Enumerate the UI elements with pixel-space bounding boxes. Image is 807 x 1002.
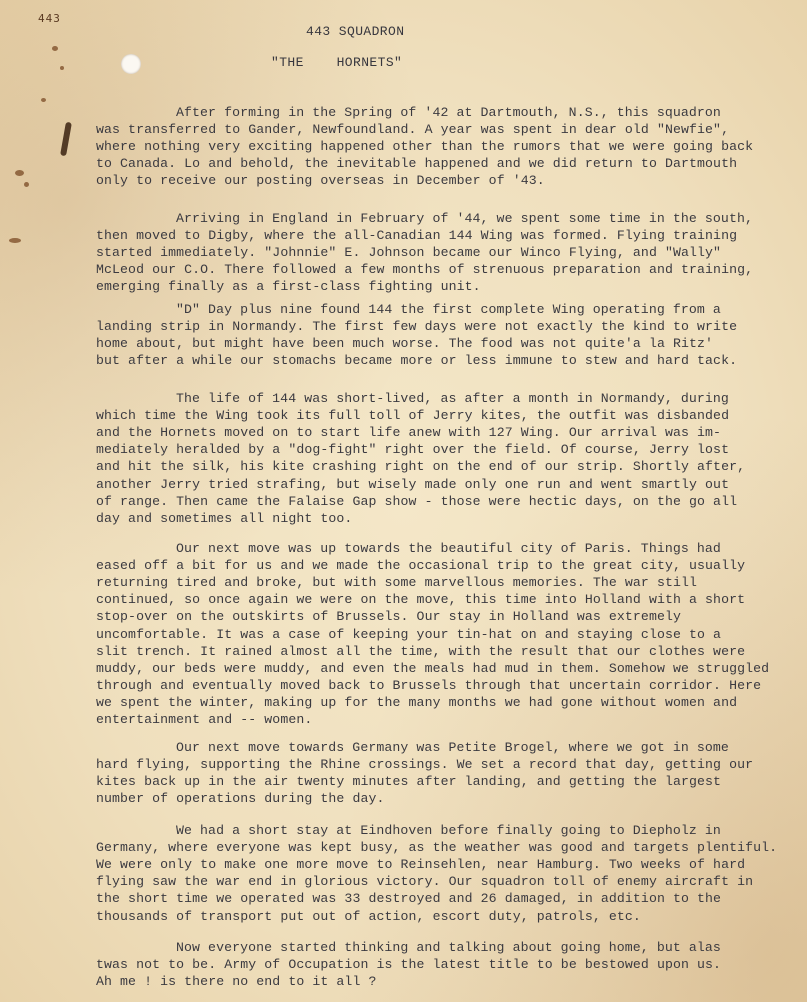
paragraph-line: through and eventually moved back to Brussels through that uncertain corridor. Here xyxy=(96,677,762,693)
paragraph-line: emerging finally as a first-class fighting unit. xyxy=(96,279,481,295)
paragraph-line: stop-over on the outskirts of Brussels. Our stay in Holland was extremely xyxy=(96,609,682,625)
stain-spot xyxy=(52,46,58,51)
paragraph-line: but after a while our stomachs became more or less immune to stew and hard tack. xyxy=(96,353,738,369)
paragraph-line: then moved to Digby, where the all-Canadian 144 Wing was formed. Flying training xyxy=(96,228,738,244)
paragraph-line: we spent the winter, making up for the many months we had gone without women and xyxy=(96,694,738,710)
paragraph-line: mediately heralded by a "dog-fight" right over the field. Of course, Jerry lost xyxy=(96,442,730,458)
paragraph-line: uncomfortable. It was a case of keeping your tin-hat on and staying close to a xyxy=(96,626,722,642)
paragraph-line: returning tired and broke, but with some marvellous memories. The war still xyxy=(96,575,698,591)
paragraph-line: twas not to be. Army of Occupation is the latest title to be bestowed upon us. xyxy=(96,957,722,973)
paragraph-line: which time the Wing took its full toll of Jerry kites, the outfit was disbanded xyxy=(96,408,730,424)
paragraph-line: Our next move was up towards the beautiful city of Paris. Things had xyxy=(176,541,721,556)
paragraph-line: another Jerry tried strafing, but wisely made only one run and went smartly out xyxy=(96,476,730,492)
paragraph-line: of range. Then came the Falaise Gap show - those were hectic days, on the go all xyxy=(96,493,738,509)
stain-spot xyxy=(24,182,29,187)
page-subtitle: "THE HORNETS" xyxy=(271,55,403,70)
stain-spot xyxy=(60,66,64,70)
paragraph-line: to Canada. Lo and behold, the inevitable happened and we did return to Dartmouth xyxy=(96,156,738,172)
paragraph-line: Ah me ! is there no end to it all ? xyxy=(96,974,377,990)
ink-mark xyxy=(60,122,72,157)
paragraph-line: flying saw the war end in glorious victory. Our squadron toll of enemy aircraft in xyxy=(96,874,754,890)
paragraph-line: eased off a bit for us and we made the occasional trip to the great city, usually xyxy=(96,558,746,574)
paragraph-line: hard flying, supporting the Rhine crossings. We set a record that day, getting our xyxy=(96,757,754,773)
paragraph-line: entertainment and -- women. xyxy=(96,712,313,727)
paragraph-line: was transferred to Gander, Newfoundland. A year was spent in dear old "Newfie", xyxy=(96,122,730,138)
paragraph-line: continued, so once again we were on the move, this time into Holland with a short xyxy=(96,592,746,608)
stain-spot xyxy=(41,98,46,102)
paragraph-line: slit trench. It rained almost all the time, with the result that our clothes were xyxy=(96,643,746,659)
paragraph-line: The life of 144 was short-lived, as after a month in Normandy, during xyxy=(176,391,729,406)
paragraph-line: number of operations during the day. xyxy=(96,791,385,807)
paragraph-line: where nothing very exciting happened other than the rumors that we were going back xyxy=(96,139,754,155)
paragraph-line: McLeod our C.O. There followed a few months of strenuous preparation and training, xyxy=(96,262,754,278)
paragraph-line: and hit the silk, his kite crashing right on the end of our strip. Shortly after, xyxy=(96,459,746,475)
corner-mark: 443 xyxy=(38,12,61,25)
paragraph-line: Now everyone started thinking and talking about going home, but alas xyxy=(176,940,721,955)
paragraph-line: thousands of transport put out of action, escort duty, patrols, etc. xyxy=(96,908,641,924)
paragraph-line: landing strip in Normandy. The first few days were not exactly the kind to write xyxy=(96,319,738,335)
paragraph-line: Germany, where everyone was kept busy, as the weather was good and targets plentiful. xyxy=(96,840,778,856)
paragraph-line: We had a short stay at Eindhoven before finally going to Diepholz in xyxy=(176,823,721,838)
stain-spot xyxy=(9,238,21,243)
stain-spot xyxy=(15,170,24,176)
paragraph-line: Arriving in England in February of '44, we spent some time in the south, xyxy=(176,211,753,226)
punch-hole xyxy=(121,54,141,74)
paragraph-line: started immediately. "Johnnie" E. Johnson became our Winco Flying, and "Wally" xyxy=(96,245,722,261)
paragraph-line: home about, but might have been much worse. The food was not quite'a la Ritz' xyxy=(96,336,714,352)
paragraph-line: muddy, our beds were muddy, and even the meals had mud in them. Somehow we struggled xyxy=(96,660,770,676)
paragraph-line: Our next move towards Germany was Petite Brogel, where we got in some xyxy=(176,740,729,755)
page-title: 443 SQUADRON xyxy=(306,24,405,39)
paragraph-line: "D" Day plus nine found 144 the first complete Wing operating from a xyxy=(176,302,721,317)
paragraph-line: kites back up in the air twenty minutes after landing, and getting the largest xyxy=(96,774,722,790)
paragraph-line: only to receive our posting overseas in December of '43. xyxy=(96,173,545,189)
paragraph-line: day and sometimes all night too. xyxy=(96,510,353,526)
paragraph-line: and the Hornets moved on to start life anew with 127 Wing. Our arrival was im- xyxy=(96,425,722,441)
paragraph-line: the short time we operated was 33 destroyed and 26 damaged, in addition to the xyxy=(96,891,722,907)
paragraph-line: After forming in the Spring of '42 at Dartmouth, N.S., this squadron xyxy=(176,105,721,120)
paragraph-line: We were only to make one more move to Reinsehlen, near Hamburg. Two weeks of hard xyxy=(96,857,746,873)
